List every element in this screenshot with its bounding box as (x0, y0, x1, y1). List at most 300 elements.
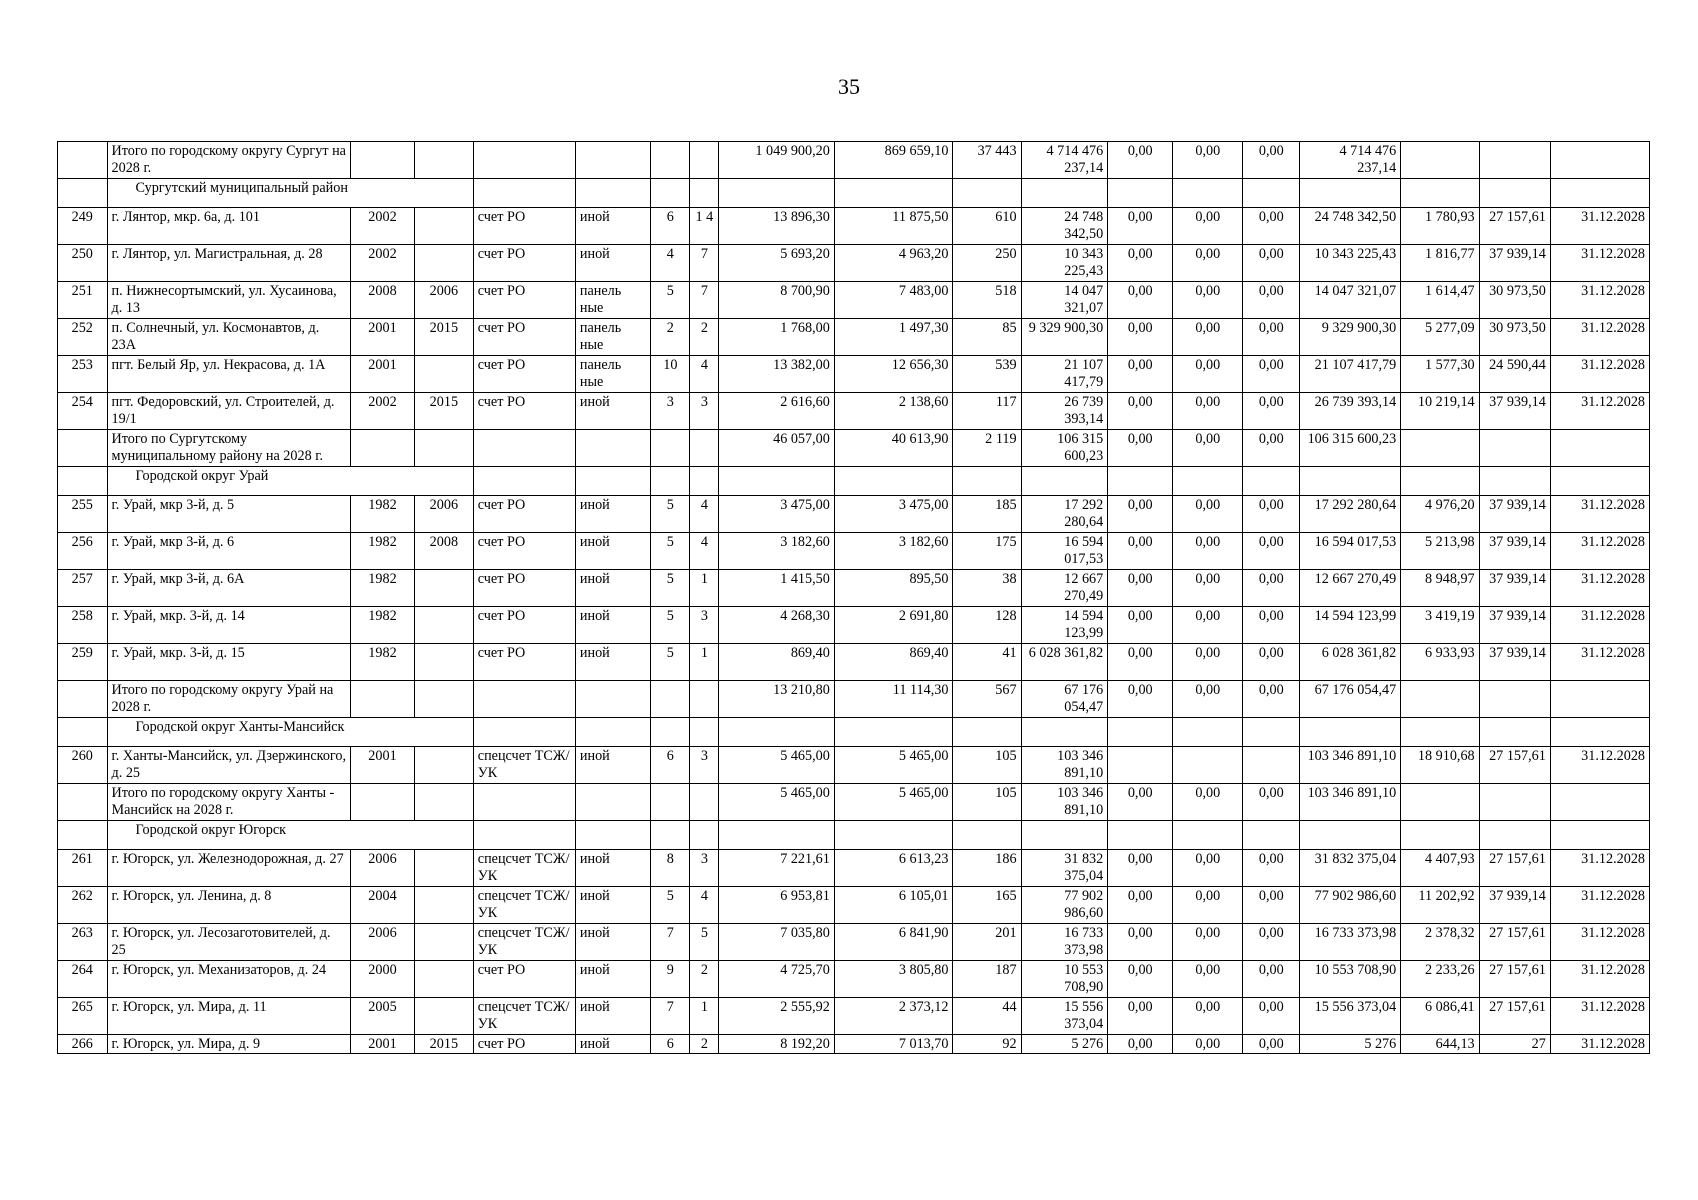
floors-cell: 5 (651, 496, 690, 533)
cost-budget-district-cell: 0,00 (1173, 961, 1243, 998)
living-area-cell: 6 105,01 (834, 887, 953, 924)
wall-material-cell: иной (575, 961, 650, 998)
entrances-cell: 7 (690, 282, 719, 319)
fund-method-cell (473, 179, 575, 208)
year-built-cell: 2001 (351, 319, 415, 356)
cost-budget-district-cell: 0,00 (1173, 570, 1243, 607)
floors-cell: 5 (651, 533, 690, 570)
year-overhaul-cell (414, 430, 473, 467)
floors-cell: 7 (651, 998, 690, 1035)
row-number-cell: 257 (58, 570, 108, 607)
max-unit-cost-cell (1479, 179, 1550, 208)
row-number-cell: 266 (58, 1035, 108, 1054)
floors-cell: 7 (651, 924, 690, 961)
address-cell: г. Югорск, ул. Мира, д. 9 (107, 1035, 350, 1054)
year-overhaul-cell (414, 887, 473, 924)
living-area-cell: 1 497,30 (834, 319, 953, 356)
row-number-cell (58, 784, 108, 821)
unit-cost-cell: 10 219,14 (1401, 393, 1479, 430)
entrances-cell (690, 179, 719, 208)
residents-cell: 165 (953, 887, 1021, 924)
table-row (58, 282, 1650, 319)
wall-material-cell (575, 142, 650, 179)
cost-fund-cell (1108, 179, 1173, 208)
table-row (58, 607, 1650, 644)
address-cell: г. Лянтор, ул. Магистральная, д. 28 (107, 245, 350, 282)
year-overhaul-cell (414, 142, 473, 179)
cost-budget-district-cell: 0,00 (1173, 644, 1243, 681)
completion-date-cell (1550, 681, 1649, 718)
residents-cell: 186 (953, 850, 1021, 887)
section-title: Сургутский муниципальный район (107, 179, 473, 208)
cost-owners-cell: 21 107 417,79 (1300, 356, 1401, 393)
cost-owners-cell: 26 739 393,14 (1300, 393, 1401, 430)
table-row (58, 533, 1650, 570)
cost-owners-cell: 31 832 375,04 (1300, 850, 1401, 887)
cost-owners-cell: 6 028 361,82 (1300, 644, 1401, 681)
total-area-cell: 4 268,30 (719, 607, 835, 644)
cost-budget-local-cell: 0,00 (1243, 850, 1300, 887)
wall-material-cell: иной (575, 998, 650, 1035)
max-unit-cost-cell: 27 157,61 (1479, 924, 1550, 961)
cost-budget-district-cell: 0,00 (1173, 319, 1243, 356)
completion-date-cell (1550, 718, 1649, 747)
wall-material-cell: иной (575, 644, 650, 681)
total-area-cell: 1 415,50 (719, 570, 835, 607)
completion-date-cell: 31.12.2028 (1550, 570, 1649, 607)
cost-budget-district-cell: 0,00 (1173, 208, 1243, 245)
cost-fund-cell: 0,00 (1108, 282, 1173, 319)
cost-fund-cell: 0,00 (1108, 681, 1173, 718)
completion-date-cell: 31.12.2028 (1550, 496, 1649, 533)
completion-date-cell: 31.12.2028 (1550, 282, 1649, 319)
residents-cell: 610 (953, 208, 1021, 245)
cost-budget-district-cell: 0,00 (1173, 924, 1243, 961)
max-unit-cost-cell (1479, 142, 1550, 179)
address-cell: г. Югорск, ул. Лесозаготовителей, д. 25 (107, 924, 350, 961)
year-built-cell: 1982 (351, 607, 415, 644)
cost-budget-local-cell (1243, 718, 1300, 747)
fund-method-cell: счет РО (473, 356, 575, 393)
cost-fund-cell: 0,00 (1108, 924, 1173, 961)
fund-method-cell: счет РО (473, 644, 575, 681)
completion-date-cell: 31.12.2028 (1550, 644, 1649, 681)
cost-owners-cell: 24 748 342,50 (1300, 208, 1401, 245)
max-unit-cost-cell: 37 939,14 (1479, 533, 1550, 570)
row-number-cell: 254 (58, 393, 108, 430)
total-area-cell: 5 693,20 (719, 245, 835, 282)
wall-material-cell: иной (575, 533, 650, 570)
max-unit-cost-cell (1479, 467, 1550, 496)
total-cost-cell: 14 047 321,07 (1021, 282, 1108, 319)
max-unit-cost-cell (1479, 430, 1550, 467)
entrances-cell: 3 (690, 393, 719, 430)
completion-date-cell: 31.12.2028 (1550, 1035, 1649, 1054)
wall-material-cell (575, 821, 650, 850)
total-area-cell: 1 049 900,20 (719, 142, 835, 179)
cost-budget-district-cell (1173, 179, 1243, 208)
total-area-cell: 869,40 (719, 644, 835, 681)
cost-budget-district-cell: 0,00 (1173, 393, 1243, 430)
residents-cell (953, 718, 1021, 747)
total-row (58, 430, 1650, 467)
year-overhaul-cell (414, 570, 473, 607)
floors-cell: 4 (651, 245, 690, 282)
entrances-cell: 7 (690, 245, 719, 282)
cost-budget-district-cell: 0,00 (1173, 245, 1243, 282)
living-area-cell: 3 182,60 (834, 533, 953, 570)
year-built-cell: 1982 (351, 533, 415, 570)
living-area-cell (834, 821, 953, 850)
wall-material-cell: панель ные (575, 319, 650, 356)
total-cost-cell (1021, 821, 1108, 850)
total-cost-cell: 15 556 373,04 (1021, 998, 1108, 1035)
row-number-cell (58, 430, 108, 467)
entrances-cell: 1 (690, 998, 719, 1035)
cost-owners-cell (1300, 179, 1401, 208)
cost-fund-cell: 0,00 (1108, 245, 1173, 282)
wall-material-cell: иной (575, 607, 650, 644)
cost-budget-district-cell (1173, 747, 1243, 784)
cost-fund-cell (1108, 467, 1173, 496)
year-built-cell (351, 430, 415, 467)
year-built-cell: 2001 (351, 1035, 415, 1054)
year-built-cell: 2000 (351, 961, 415, 998)
table-row (58, 961, 1650, 998)
wall-material-cell: иной (575, 570, 650, 607)
fund-method-cell: спецсчет ТСЖ/УК (473, 998, 575, 1035)
wall-material-cell: иной (575, 393, 650, 430)
cost-owners-cell: 10 343 225,43 (1300, 245, 1401, 282)
cost-budget-local-cell: 0,00 (1243, 570, 1300, 607)
table-row (58, 496, 1650, 533)
cost-budget-local-cell: 0,00 (1243, 644, 1300, 681)
max-unit-cost-cell (1479, 718, 1550, 747)
year-overhaul-cell (414, 924, 473, 961)
wall-material-cell: иной (575, 1035, 650, 1054)
living-area-cell: 40 613,90 (834, 430, 953, 467)
fund-method-cell: счет РО (473, 319, 575, 356)
cost-owners-cell: 67 176 054,47 (1300, 681, 1401, 718)
wall-material-cell (575, 681, 650, 718)
cost-owners-cell (1300, 821, 1401, 850)
max-unit-cost-cell: 27 (1479, 1035, 1550, 1054)
unit-cost-cell: 1 780,93 (1401, 208, 1479, 245)
entrances-cell: 2 (690, 1035, 719, 1054)
unit-cost-cell: 2 378,32 (1401, 924, 1479, 961)
wall-material-cell: иной (575, 208, 650, 245)
completion-date-cell (1550, 784, 1649, 821)
address-cell: п. Солнечный, ул. Космонавтов, д. 23А (107, 319, 350, 356)
max-unit-cost-cell (1479, 681, 1550, 718)
total-area-cell (719, 467, 835, 496)
cost-owners-cell: 14 594 123,99 (1300, 607, 1401, 644)
total-cost-cell: 103 346 891,10 (1021, 784, 1108, 821)
year-built-cell: 1982 (351, 644, 415, 681)
entrances-cell: 4 (690, 533, 719, 570)
completion-date-cell (1550, 467, 1649, 496)
section-title: Городской округ Урай (107, 467, 473, 496)
completion-date-cell: 31.12.2028 (1550, 393, 1649, 430)
max-unit-cost-cell (1479, 784, 1550, 821)
unit-cost-cell: 1 577,30 (1401, 356, 1479, 393)
floors-cell (651, 467, 690, 496)
housing-register-table (57, 141, 1650, 1054)
completion-date-cell: 31.12.2028 (1550, 887, 1649, 924)
floors-cell: 5 (651, 887, 690, 924)
completion-date-cell: 31.12.2028 (1550, 924, 1649, 961)
address-cell: Итого по городскому округу Ханты - Мансийск на 2028 г. (107, 784, 350, 821)
cost-budget-local-cell (1243, 179, 1300, 208)
unit-cost-cell: 6 086,41 (1401, 998, 1479, 1035)
cost-fund-cell: 0,00 (1108, 142, 1173, 179)
fund-method-cell: счет РО (473, 1035, 575, 1054)
year-built-cell: 2008 (351, 282, 415, 319)
address-cell: г. Урай, мкр 3-й, д. 5 (107, 496, 350, 533)
cost-fund-cell: 0,00 (1108, 998, 1173, 1035)
wall-material-cell: иной (575, 924, 650, 961)
living-area-cell: 869 659,10 (834, 142, 953, 179)
wall-material-cell: иной (575, 850, 650, 887)
year-overhaul-cell: 2006 (414, 282, 473, 319)
cost-fund-cell: 0,00 (1108, 319, 1173, 356)
section-header-row (58, 179, 1650, 208)
unit-cost-cell (1401, 142, 1479, 179)
cost-budget-district-cell (1173, 821, 1243, 850)
residents-cell (953, 179, 1021, 208)
cost-fund-cell: 0,00 (1108, 887, 1173, 924)
address-cell: Итого по городскому округу Урай на 2028 г. (107, 681, 350, 718)
year-built-cell: 1982 (351, 496, 415, 533)
entrances-cell (690, 718, 719, 747)
unit-cost-cell: 5 213,98 (1401, 533, 1479, 570)
section-title: Городской округ Югорск (107, 821, 473, 850)
year-overhaul-cell: 2015 (414, 393, 473, 430)
floors-cell: 6 (651, 747, 690, 784)
cost-owners-cell: 9 329 900,30 (1300, 319, 1401, 356)
cost-budget-local-cell: 0,00 (1243, 784, 1300, 821)
living-area-cell: 11 875,50 (834, 208, 953, 245)
year-overhaul-cell (414, 644, 473, 681)
cost-owners-cell: 10 553 708,90 (1300, 961, 1401, 998)
fund-method-cell: счет РО (473, 282, 575, 319)
year-built-cell: 2004 (351, 887, 415, 924)
entrances-cell (690, 784, 719, 821)
cost-budget-district-cell: 0,00 (1173, 998, 1243, 1035)
fund-method-cell: спецсчет ТСЖ/УК (473, 924, 575, 961)
cost-fund-cell: 0,00 (1108, 1035, 1173, 1054)
cost-owners-cell: 106 315 600,23 (1300, 430, 1401, 467)
cost-budget-local-cell: 0,00 (1243, 282, 1300, 319)
total-cost-cell: 77 902 986,60 (1021, 887, 1108, 924)
total-area-cell: 13 896,30 (719, 208, 835, 245)
year-overhaul-cell (414, 681, 473, 718)
total-area-cell: 5 465,00 (719, 747, 835, 784)
entrances-cell: 4 (690, 887, 719, 924)
cost-owners-cell: 15 556 373,04 (1300, 998, 1401, 1035)
residents-cell: 105 (953, 747, 1021, 784)
row-number-cell: 253 (58, 356, 108, 393)
cost-budget-district-cell: 0,00 (1173, 533, 1243, 570)
floors-cell: 5 (651, 282, 690, 319)
living-area-cell: 869,40 (834, 644, 953, 681)
cost-owners-cell: 103 346 891,10 (1300, 784, 1401, 821)
total-area-cell: 13 382,00 (719, 356, 835, 393)
cost-budget-district-cell: 0,00 (1173, 496, 1243, 533)
cost-budget-local-cell: 0,00 (1243, 961, 1300, 998)
residents-cell: 518 (953, 282, 1021, 319)
residents-cell: 539 (953, 356, 1021, 393)
cost-owners-cell (1300, 467, 1401, 496)
year-built-cell: 2006 (351, 850, 415, 887)
page-number: 35 (838, 74, 860, 99)
living-area-cell (834, 718, 953, 747)
cost-budget-district-cell: 0,00 (1173, 142, 1243, 179)
max-unit-cost-cell: 30 973,50 (1479, 319, 1550, 356)
total-area-cell: 5 465,00 (719, 784, 835, 821)
row-number-cell: 262 (58, 887, 108, 924)
cost-owners-cell: 17 292 280,64 (1300, 496, 1401, 533)
address-cell: г. Югорск, ул. Ленина, д. 8 (107, 887, 350, 924)
total-cost-cell: 106 315 600,23 (1021, 430, 1108, 467)
cost-budget-district-cell: 0,00 (1173, 784, 1243, 821)
living-area-cell: 12 656,30 (834, 356, 953, 393)
cost-budget-local-cell (1243, 747, 1300, 784)
residents-cell: 187 (953, 961, 1021, 998)
total-area-cell (719, 821, 835, 850)
living-area-cell: 6 841,90 (834, 924, 953, 961)
address-cell: г. Югорск, ул. Механизаторов, д. 24 (107, 961, 350, 998)
total-row (58, 681, 1650, 718)
row-number-cell (58, 821, 108, 850)
residents-cell: 2 119 (953, 430, 1021, 467)
row-number-cell: 258 (58, 607, 108, 644)
wall-material-cell: иной (575, 245, 650, 282)
total-cost-cell: 31 832 375,04 (1021, 850, 1108, 887)
cost-budget-district-cell: 0,00 (1173, 887, 1243, 924)
row-number-cell: 264 (58, 961, 108, 998)
total-cost-cell: 17 292 280,64 (1021, 496, 1108, 533)
floors-cell: 5 (651, 607, 690, 644)
living-area-cell: 4 963,20 (834, 245, 953, 282)
completion-date-cell: 31.12.2028 (1550, 607, 1649, 644)
cost-budget-local-cell: 0,00 (1243, 142, 1300, 179)
floors-cell (651, 821, 690, 850)
fund-method-cell: счет РО (473, 961, 575, 998)
floors-cell (651, 718, 690, 747)
row-number-cell: 255 (58, 496, 108, 533)
row-number-cell: 249 (58, 208, 108, 245)
year-built-cell (351, 681, 415, 718)
year-overhaul-cell (414, 850, 473, 887)
max-unit-cost-cell: 27 157,61 (1479, 208, 1550, 245)
wall-material-cell: панель ные (575, 282, 650, 319)
address-cell: г. Урай, мкр. 3-й, д. 15 (107, 644, 350, 681)
entrances-cell: 4 (690, 496, 719, 533)
completion-date-cell (1550, 821, 1649, 850)
cost-budget-district-cell: 0,00 (1173, 681, 1243, 718)
living-area-cell: 3 475,00 (834, 496, 953, 533)
unit-cost-cell (1401, 467, 1479, 496)
residents-cell (953, 821, 1021, 850)
total-cost-cell (1021, 718, 1108, 747)
cost-budget-local-cell: 0,00 (1243, 998, 1300, 1035)
floors-cell (651, 784, 690, 821)
floors-cell: 6 (651, 1035, 690, 1054)
total-cost-cell: 67 176 054,47 (1021, 681, 1108, 718)
year-overhaul-cell (414, 245, 473, 282)
residents-cell: 175 (953, 533, 1021, 570)
year-overhaul-cell (414, 784, 473, 821)
entrances-cell: 3 (690, 607, 719, 644)
table-row (58, 1035, 1650, 1054)
wall-material-cell (575, 467, 650, 496)
unit-cost-cell: 3 419,19 (1401, 607, 1479, 644)
completion-date-cell: 31.12.2028 (1550, 998, 1649, 1035)
fund-method-cell (473, 784, 575, 821)
total-cost-cell: 21 107 417,79 (1021, 356, 1108, 393)
max-unit-cost-cell: 37 939,14 (1479, 393, 1550, 430)
cost-owners-cell: 16 594 017,53 (1300, 533, 1401, 570)
section-header-row (58, 467, 1650, 496)
total-area-cell: 7 035,80 (719, 924, 835, 961)
table-row (58, 245, 1650, 282)
residents-cell: 201 (953, 924, 1021, 961)
address-cell: г. Ханты-Мансийск, ул. Дзержинского, д. 25 (107, 747, 350, 784)
living-area-cell: 11 114,30 (834, 681, 953, 718)
unit-cost-cell: 8 948,97 (1401, 570, 1479, 607)
cost-owners-cell: 4 714 476 237,14 (1300, 142, 1401, 179)
completion-date-cell (1550, 430, 1649, 467)
living-area-cell (834, 179, 953, 208)
floors-cell: 5 (651, 644, 690, 681)
residents-cell: 117 (953, 393, 1021, 430)
year-overhaul-cell: 2006 (414, 496, 473, 533)
year-built-cell (351, 784, 415, 821)
completion-date-cell (1550, 179, 1649, 208)
table-row (58, 644, 1650, 681)
living-area-cell: 895,50 (834, 570, 953, 607)
entrances-cell (690, 821, 719, 850)
floors-cell: 10 (651, 356, 690, 393)
cost-budget-district-cell (1173, 718, 1243, 747)
fund-method-cell (473, 681, 575, 718)
total-area-cell: 46 057,00 (719, 430, 835, 467)
total-row (58, 784, 1650, 821)
fund-method-cell: счет РО (473, 245, 575, 282)
cost-budget-district-cell: 0,00 (1173, 356, 1243, 393)
total-cost-cell: 14 594 123,99 (1021, 607, 1108, 644)
fund-method-cell: спецсчет ТСЖ/УК (473, 747, 575, 784)
wall-material-cell: иной (575, 887, 650, 924)
row-number-cell: 251 (58, 282, 108, 319)
entrances-cell: 4 (690, 356, 719, 393)
fund-method-cell: счет РО (473, 208, 575, 245)
cost-owners-cell: 103 346 891,10 (1300, 747, 1401, 784)
year-built-cell: 2002 (351, 208, 415, 245)
wall-material-cell: иной (575, 496, 650, 533)
unit-cost-cell (1401, 179, 1479, 208)
cost-budget-local-cell: 0,00 (1243, 319, 1300, 356)
floors-cell: 5 (651, 570, 690, 607)
max-unit-cost-cell: 37 939,14 (1479, 570, 1550, 607)
total-area-cell: 4 725,70 (719, 961, 835, 998)
entrances-cell: 2 (690, 961, 719, 998)
total-area-cell: 13 210,80 (719, 681, 835, 718)
living-area-cell: 5 465,00 (834, 747, 953, 784)
living-area-cell: 2 138,60 (834, 393, 953, 430)
completion-date-cell: 31.12.2028 (1550, 245, 1649, 282)
